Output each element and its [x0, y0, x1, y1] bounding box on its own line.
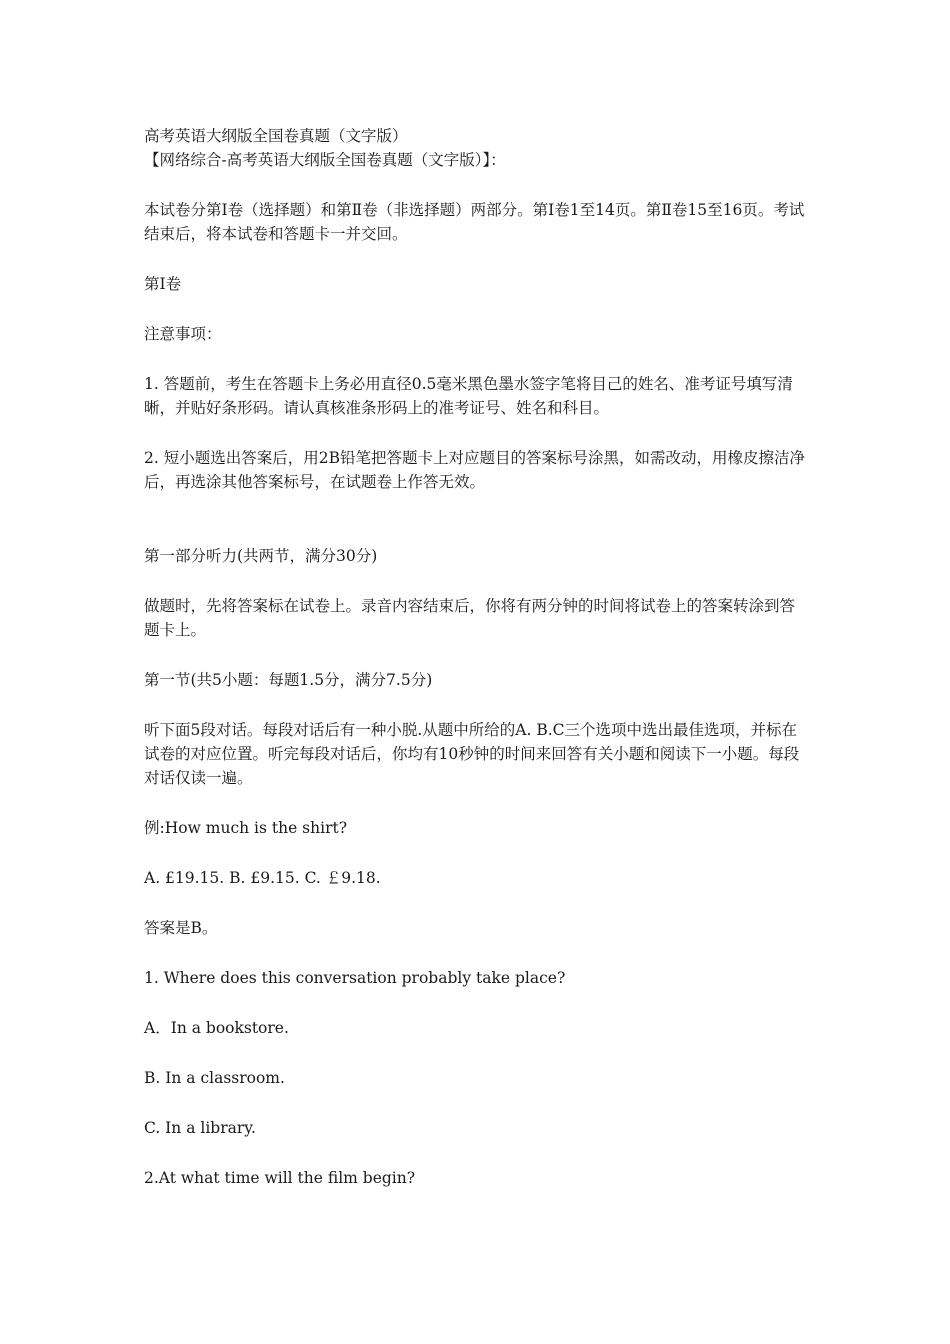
- part1-heading: 第一部分听力(共两节，满分30分): [144, 547, 378, 565]
- example-options: A. £19.15. B. £9.15. C. ￡9.18.: [144, 869, 381, 887]
- example-question: 例:How much is the shirt?: [144, 819, 348, 837]
- question-1: 1. Where does this conversation probably take place?: [144, 969, 566, 987]
- question-1-option-a: A．In a bookstore.: [144, 1019, 289, 1037]
- document-page: [144, 124, 808, 1190]
- notice-item-1: 1. 答题前，考生在答题卡上务必用直径0.5毫米黑色墨水签字笔将目己的姓名、准考证号填写清晰，并贴好条形码。请认真核准条形码上的准考证号、姓名和科目。: [144, 375, 793, 417]
- question-1-option-b: B. In a classroom.: [144, 1069, 285, 1087]
- example-answer: 答案是B。: [144, 919, 218, 937]
- notice-item-2: 2. 短小题选出答案后，用2B铅笔把答题卡上对应题目的答案标号涂黑，如需改动，用橡皮擦洁净后，再选涂其他答案标号，在试题卷上作答无效。: [144, 449, 805, 491]
- volume-heading: 第Ⅰ卷: [144, 275, 182, 293]
- notice-heading: 注意事项：: [144, 325, 222, 343]
- section1-heading: 第一节(共5小题：每题1.5分，满分7.5分): [144, 671, 433, 689]
- intro-paragraph: 本试卷分第Ⅰ卷（选择题）和第Ⅱ卷（非选择题）两部分。第Ⅰ卷1至14页。第Ⅱ卷15至16页。考试结束后，将本试卷和答题卡一并交回。: [144, 201, 805, 243]
- section1-instructions: 听下面5段对话。每段对话后有一种小脱.从题中所给的A. B.C三个选项中选出最佳选项，并标在试卷的对应位置。听完每段对话后，你均有10秒钟的时间来回答有关小题和阅读下一小题。每段对话仅读一遍。: [144, 721, 800, 787]
- question-1-option-c: C. In a library.: [144, 1119, 256, 1137]
- question-2: 2.At what time will the film begin?: [144, 1169, 416, 1187]
- document-title: 高考英语大纲版全国卷真题（文字版）: [144, 127, 408, 145]
- document-subtitle: 【网络综合-高考英语大纲版全国卷真题（文字版）】：: [144, 151, 506, 169]
- part1-instructions: 做题时，先将答案标在试卷上。录音内容结束后，你将有两分钟的时间将试卷上的答案转涂到答题卡上。: [144, 597, 796, 639]
